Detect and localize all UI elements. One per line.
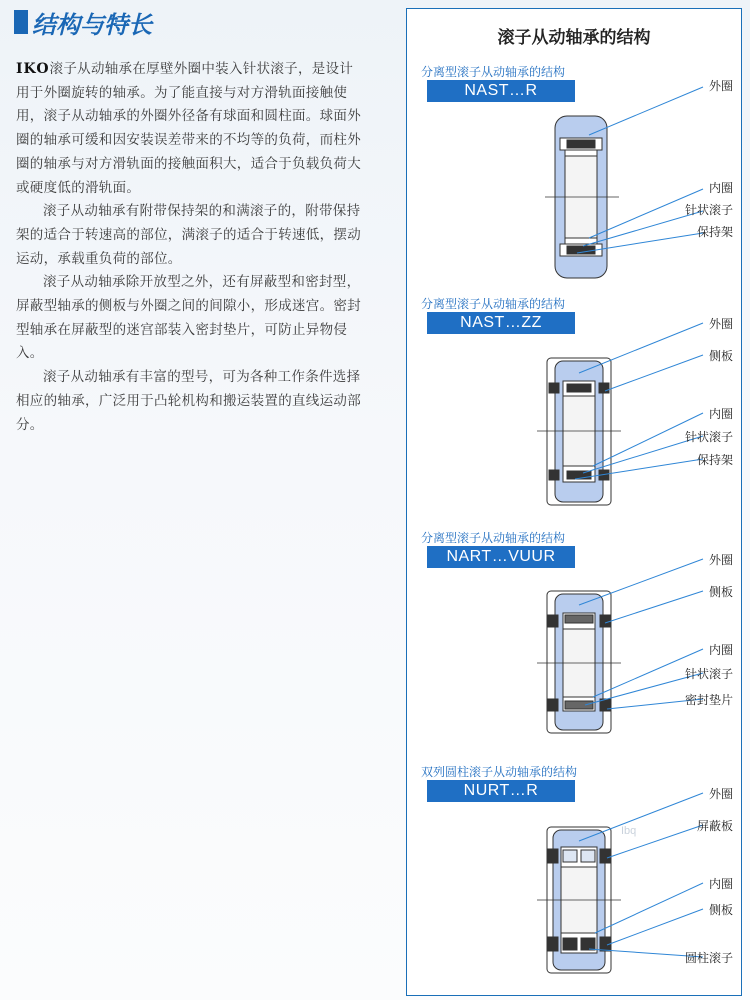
label-needle-roller: 针状滚子 [684, 203, 733, 217]
section-heading: 分离型滚子从动轴承的结构 [421, 65, 566, 79]
label-shield-plate: 屏蔽板 [696, 819, 733, 833]
label-cage: 保持架 [696, 453, 733, 467]
intro-paragraph-2: 滚子从动轴承有附带保持架的和满滚子的，附带保持架的适合于转速高的部位，满滚子的适合于转速低，摆动运动，承载重负荷的部位。 [16, 203, 361, 267]
intro-paragraph-4: 滚子从动轴承有丰富的型号，可为各种工作条件选择相应的轴承，广泛用于凸轮机构和搬运装置的直线运动部分。 [16, 369, 361, 433]
label-needle-roller: 针状滚子 [684, 667, 733, 681]
section-heading: 分离型滚子从动轴承的结构 [421, 297, 566, 311]
bearing-diagram-nast-zz [407, 295, 741, 525]
section-nurt-r [407, 763, 741, 993]
label-cylindrical-roller: 圆柱滚子 [684, 951, 733, 965]
label-cage: 保持架 [696, 225, 733, 239]
iko-logo: IKO [16, 61, 50, 77]
watermark: Ibq [621, 825, 637, 837]
section-heading: 分离型滚子从动轴承的结构 [421, 531, 566, 545]
label-outer-ring: 外圈 [708, 317, 733, 331]
label-outer-ring: 外圈 [708, 787, 733, 801]
structure-panel [406, 8, 742, 996]
label-needle-roller: 针状滚子 [684, 430, 733, 444]
label-outer-ring: 外圈 [708, 79, 733, 93]
model-badge: NAST…R [427, 80, 575, 102]
section-title-text: 结构与特长 [32, 10, 152, 39]
label-outer-ring: 外圈 [708, 553, 733, 567]
label-inner-ring: 内圈 [708, 181, 733, 195]
section-nast-zz [407, 295, 741, 525]
model-badge: NAST…ZZ [427, 312, 575, 334]
label-inner-ring: 内圈 [708, 877, 733, 891]
model-badge: NURT…R [427, 780, 575, 802]
label-inner-ring: 内圈 [708, 643, 733, 657]
intro-paragraph-3: 滚子从动轴承除开放型之外，还有屏蔽型和密封型，屏蔽型轴承的侧板与外圈之间的间隙小，形成迷宫。密封型轴承在屏蔽型的迷宫部装入密封垫片，可防止异物侵入。 [16, 274, 361, 362]
section-heading: 双列圆柱滚子从动轴承的结构 [421, 765, 578, 779]
section-title [14, 8, 152, 39]
section-nart-vuur [407, 529, 741, 759]
intro-paragraph-1: IKO滚子从动轴承在厚壁外圈中装入针状滚子，是设计用于外圈旋转的轴承。为了能直接与对方滑轨面接触使用，滚子从动轴承的外圈外径备有球面和圆柱面。球面外圈的轴承可缓和因安装误差带来的不均等的负荷，而柱外圈的轴承与对方滑轨面的接触面积大，适合于负载负荷大或硬度低的滑轨面。 [16, 61, 361, 196]
title-marker [14, 10, 28, 34]
bearing-diagram-nast-r [407, 63, 741, 293]
label-inner-ring: 内圈 [708, 407, 733, 421]
panel-title: 滚子从动轴承的结构 [497, 28, 651, 48]
bearing-diagram-nart-vuur [407, 529, 741, 759]
model-badge: NART…VUUR [427, 546, 575, 568]
intro-text [16, 58, 364, 437]
label-side-plate: 侧板 [708, 585, 733, 599]
label-side-plate: 侧板 [708, 349, 733, 363]
label-seal: 密封垫片 [684, 693, 733, 707]
label-side-plate: 侧板 [708, 903, 733, 917]
section-nast-r [407, 63, 741, 293]
